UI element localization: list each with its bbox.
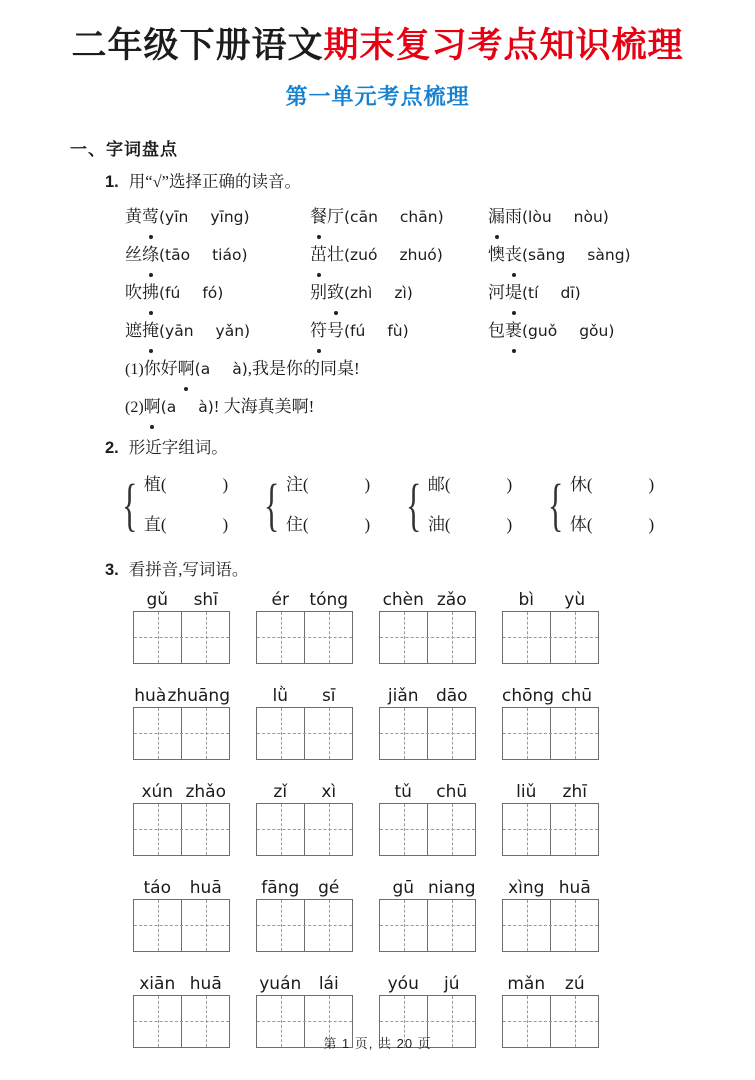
pair-top-line: 休( )	[569, 474, 655, 494]
writing-cell	[428, 900, 475, 951]
dotted-character: 莺	[142, 198, 159, 235]
writing-box	[133, 611, 230, 664]
dotted-character: 餐	[310, 198, 327, 235]
pinyin-syllable: tóng	[309, 589, 349, 610]
pinyin-word-group	[256, 872, 353, 952]
writing-box	[256, 803, 353, 856]
pinyin-syllable: huā	[558, 877, 591, 898]
pinyin-syllable: huā	[189, 877, 222, 898]
pinyin-options: (zhì zì)	[344, 283, 413, 302]
pair-bottom-line: 住( )	[285, 514, 371, 534]
writing-box	[256, 899, 353, 952]
word-characters: 别致	[310, 283, 344, 302]
word-characters: 吹拂	[125, 283, 159, 302]
pinyin-syllable: jú	[444, 973, 460, 994]
pinyin-word-group	[256, 584, 353, 664]
pinyin-options: (sāng sàng)	[522, 245, 631, 264]
word-characters: 茁壮	[310, 245, 344, 264]
pinyin-syllable: xiān	[139, 973, 176, 994]
pinyin-syllable: huā	[189, 973, 222, 994]
pinyin-label	[379, 872, 476, 899]
pinyin-options: (tí dī)	[522, 283, 581, 302]
pair-bottom-line: 油( )	[427, 514, 513, 534]
word-entry	[310, 274, 488, 312]
writing-box	[379, 899, 476, 952]
question-2-text: 形近字组词。	[128, 437, 228, 457]
pinyin-label	[379, 968, 476, 995]
unit-subtitle: 第一单元考点梳理	[285, 83, 470, 109]
dotted-character: 啊	[144, 388, 161, 425]
pinyin-row	[133, 680, 755, 760]
question-3-number: 3.	[105, 560, 119, 579]
pinyin-label	[502, 680, 599, 707]
pinyin-syllable: yù	[564, 589, 586, 610]
word-entry	[125, 236, 310, 274]
pinyin-syllable: xì	[321, 781, 337, 802]
page-title-red: 期末复习考点知识梳理	[323, 26, 684, 65]
writing-cell	[551, 900, 598, 951]
pinyin-syllable: chōng	[502, 685, 555, 706]
pinyin-label	[502, 776, 599, 803]
sentence-entry	[125, 350, 755, 388]
pinyin-label	[256, 584, 353, 611]
pinyin-label	[502, 872, 599, 899]
pinyin-label	[502, 968, 599, 995]
pair-lines	[286, 465, 370, 545]
sentence-list	[0, 350, 755, 426]
pinyin-syllable: xún	[141, 781, 174, 802]
pinyin-word-group	[502, 680, 599, 760]
word-entry	[488, 274, 755, 312]
page-title	[0, 0, 755, 68]
question-1-number: 1.	[105, 172, 119, 191]
brace-glyph: {	[264, 471, 280, 537]
writing-cell	[134, 612, 182, 663]
word-characters: 丝绦	[125, 245, 159, 264]
brace-glyph: {	[406, 471, 422, 537]
pair-top-line: 邮( )	[427, 474, 513, 494]
dotted-character: 裹	[505, 312, 522, 349]
pinyin-syllable: gǔ	[146, 589, 169, 610]
sentence-head	[144, 397, 161, 416]
writing-box	[133, 803, 230, 856]
pinyin-syllable: xìng	[508, 877, 545, 898]
writing-cell	[134, 804, 182, 855]
writing-cell	[182, 708, 229, 759]
writing-cell	[305, 708, 352, 759]
writing-box	[379, 611, 476, 664]
pinyin-syllable: táo	[143, 877, 171, 898]
word-entry	[488, 312, 755, 350]
word-entry	[488, 236, 755, 274]
pinyin-word-group	[502, 584, 599, 664]
question-2-number: 2.	[105, 438, 119, 457]
dotted-character: 致	[327, 274, 344, 311]
pair-group	[122, 465, 264, 545]
pinyin-options: (yān yǎn)	[159, 321, 251, 340]
pinyin-syllable: liǔ	[516, 781, 537, 802]
sentence-number: (1)	[125, 360, 144, 378]
pinyin-syllable: chū	[436, 781, 468, 802]
pinyin-row	[133, 872, 755, 952]
writing-cell	[428, 708, 475, 759]
pinyin-label	[379, 776, 476, 803]
pinyin-word-group	[379, 584, 476, 664]
dotted-character: 符	[310, 312, 327, 349]
dotted-character: 掩	[142, 312, 159, 349]
pinyin-options: (guǒ gǒu)	[522, 321, 615, 340]
pinyin-syllable: bì	[518, 589, 534, 610]
writing-box	[256, 707, 353, 760]
sentence-entry	[125, 388, 755, 426]
word-characters: 漏雨	[488, 207, 522, 226]
pinyin-row	[133, 776, 755, 856]
pair-group	[264, 465, 406, 545]
writing-cell	[428, 804, 475, 855]
word-characters: 懊丧	[488, 245, 522, 264]
word-entry	[310, 312, 488, 350]
writing-cell	[503, 900, 551, 951]
pinyin-syllable: zhī	[562, 781, 587, 802]
sentence-tail: ,我是你的同桌!	[247, 358, 360, 378]
pinyin-word-group	[256, 680, 353, 760]
word-entry	[310, 236, 488, 274]
writing-cell	[182, 804, 229, 855]
pinyin-options: (zuó zhuó)	[344, 245, 443, 264]
pinyin-word-group	[133, 776, 230, 856]
sentence-head: 你好啊	[144, 359, 195, 378]
writing-box	[256, 611, 353, 664]
word-characters: 餐厅	[310, 207, 344, 226]
pinyin-options: (yīn yīng)	[159, 207, 250, 226]
pinyin-label	[379, 680, 476, 707]
pinyin-syllable: mǎn	[507, 973, 546, 994]
pinyin-row	[133, 584, 755, 664]
writing-box	[502, 707, 599, 760]
pinyin-label	[133, 584, 230, 611]
pinyin-label	[256, 776, 353, 803]
pinyin-label	[256, 968, 353, 995]
writing-cell	[305, 900, 352, 951]
pinyin-syllable: zǐ	[273, 781, 288, 802]
writing-box	[502, 803, 599, 856]
writing-cell	[134, 708, 182, 759]
writing-cell	[380, 612, 428, 663]
pinyin-syllable: sī	[321, 685, 336, 706]
word-characters: 河堤	[488, 283, 522, 302]
pair-group	[406, 465, 548, 545]
word-entry	[125, 198, 310, 236]
writing-box	[133, 707, 230, 760]
pinyin-syllable: zú	[564, 973, 585, 994]
pinyin-label	[379, 584, 476, 611]
word-entry	[488, 198, 755, 236]
pinyin-word-group	[133, 584, 230, 664]
pinyin-grid	[133, 584, 755, 1048]
pinyin-syllable: huà	[134, 685, 167, 706]
pair-lines	[570, 465, 654, 545]
dotted-character: 绦	[142, 236, 159, 273]
pinyin-label	[133, 776, 230, 803]
pair-list	[122, 462, 755, 548]
word-characters: 符号	[310, 321, 344, 340]
writing-cell	[257, 708, 305, 759]
dotted-character: 拂	[142, 274, 159, 311]
pinyin-syllable: dāo	[435, 685, 468, 706]
writing-cell	[551, 708, 598, 759]
writing-box	[379, 803, 476, 856]
pinyin-options: (tāo tiáo)	[159, 245, 248, 264]
word-entry	[310, 198, 488, 236]
pair-lines	[144, 465, 228, 545]
writing-box	[133, 899, 230, 952]
pinyin-word-group	[133, 680, 230, 760]
pinyin-syllable: chū	[561, 685, 592, 706]
pinyin-syllable: zhǎo	[185, 781, 227, 802]
pinyin-label	[133, 872, 230, 899]
pinyin-label	[133, 968, 230, 995]
section-heading: 一、字词盘点	[70, 139, 178, 159]
pinyin-options: (a à)	[160, 397, 214, 416]
pinyin-syllable: tǔ	[394, 781, 412, 802]
writing-cell	[380, 804, 428, 855]
pinyin-label	[502, 584, 599, 611]
pair-bottom-line: 体( )	[569, 514, 655, 534]
pinyin-word-group	[502, 872, 599, 952]
writing-box	[502, 611, 599, 664]
word-characters: 包裹	[488, 321, 522, 340]
writing-box	[502, 899, 599, 952]
question-3-heading	[105, 556, 755, 580]
pair-top-line: 植( )	[143, 474, 229, 494]
dotted-character: 啊	[178, 350, 195, 387]
pinyin-word-group	[256, 776, 353, 856]
writing-cell	[503, 612, 551, 663]
pinyin-label	[256, 872, 353, 899]
pinyin-syllable: ér	[271, 589, 289, 610]
question-3-text: 看拼音,写词语。	[128, 559, 249, 579]
pinyin-label	[256, 680, 353, 707]
pinyin-word-group	[379, 776, 476, 856]
question-1-text: 用“√”选择正确的读音。	[128, 171, 301, 191]
pinyin-options: (fú fó)	[159, 283, 224, 302]
writing-cell	[257, 804, 305, 855]
brace-glyph: {	[122, 471, 138, 537]
writing-cell	[182, 612, 229, 663]
page-footer: 第 1 页, 共 20 页	[323, 1036, 432, 1051]
pinyin-syllable: shī	[193, 589, 218, 610]
pinyin-options: (fú fù)	[344, 321, 409, 340]
page-title-black: 二年级下册语文	[71, 26, 324, 65]
question-2-heading	[105, 434, 755, 458]
pinyin-options: (cān chān)	[344, 207, 444, 226]
writing-cell	[134, 900, 182, 951]
pinyin-syllable: zhuāng	[167, 685, 230, 706]
writing-cell	[503, 804, 551, 855]
pinyin-syllable: chèn	[382, 589, 424, 610]
writing-cell	[305, 804, 352, 855]
dotted-character: 丧	[505, 236, 522, 273]
pair-top-line: 注( )	[285, 474, 371, 494]
pinyin-options: (a à)	[194, 359, 248, 378]
pinyin-label	[133, 680, 230, 707]
sentence-tail: ! 大海真美啊!	[213, 396, 315, 416]
writing-cell	[257, 900, 305, 951]
word-characters: 遮掩	[125, 321, 159, 340]
pinyin-syllable: zǎo	[436, 589, 467, 610]
writing-cell	[551, 612, 598, 663]
question-1-heading	[105, 168, 755, 192]
word-entry	[125, 312, 310, 350]
writing-cell	[380, 708, 428, 759]
writing-cell	[503, 708, 551, 759]
pinyin-syllable: fāng	[261, 877, 300, 898]
brace-glyph: {	[548, 471, 564, 537]
pinyin-syllable: jiǎn	[387, 685, 419, 706]
writing-box	[379, 707, 476, 760]
sentence-number: (2)	[125, 398, 144, 416]
writing-cell	[380, 900, 428, 951]
word-list	[125, 198, 755, 350]
dotted-character: 漏	[488, 198, 505, 235]
writing-cell	[257, 612, 305, 663]
pinyin-syllable: gé	[318, 877, 340, 898]
writing-cell	[551, 804, 598, 855]
pinyin-word-group	[379, 680, 476, 760]
word-characters: 黄莺	[125, 207, 159, 226]
pinyin-syllable: niang	[428, 877, 476, 898]
pinyin-options: (lòu nòu)	[522, 207, 609, 226]
pinyin-word-group	[379, 872, 476, 952]
pinyin-syllable: yuán	[259, 973, 302, 994]
word-entry	[125, 274, 310, 312]
pair-bottom-line: 直( )	[143, 514, 229, 534]
dotted-character: 茁	[310, 236, 327, 273]
dotted-character: 堤	[505, 274, 522, 311]
pair-lines	[428, 465, 512, 545]
pinyin-syllable: lái	[318, 973, 339, 994]
writing-cell	[305, 612, 352, 663]
pinyin-syllable: yóu	[387, 973, 419, 994]
writing-cell	[428, 612, 475, 663]
pinyin-word-group	[502, 776, 599, 856]
writing-cell	[182, 900, 229, 951]
pinyin-syllable: lǜ	[272, 685, 288, 706]
pair-group	[548, 465, 690, 545]
pinyin-word-group	[133, 872, 230, 952]
pinyin-syllable: gū	[392, 877, 415, 898]
